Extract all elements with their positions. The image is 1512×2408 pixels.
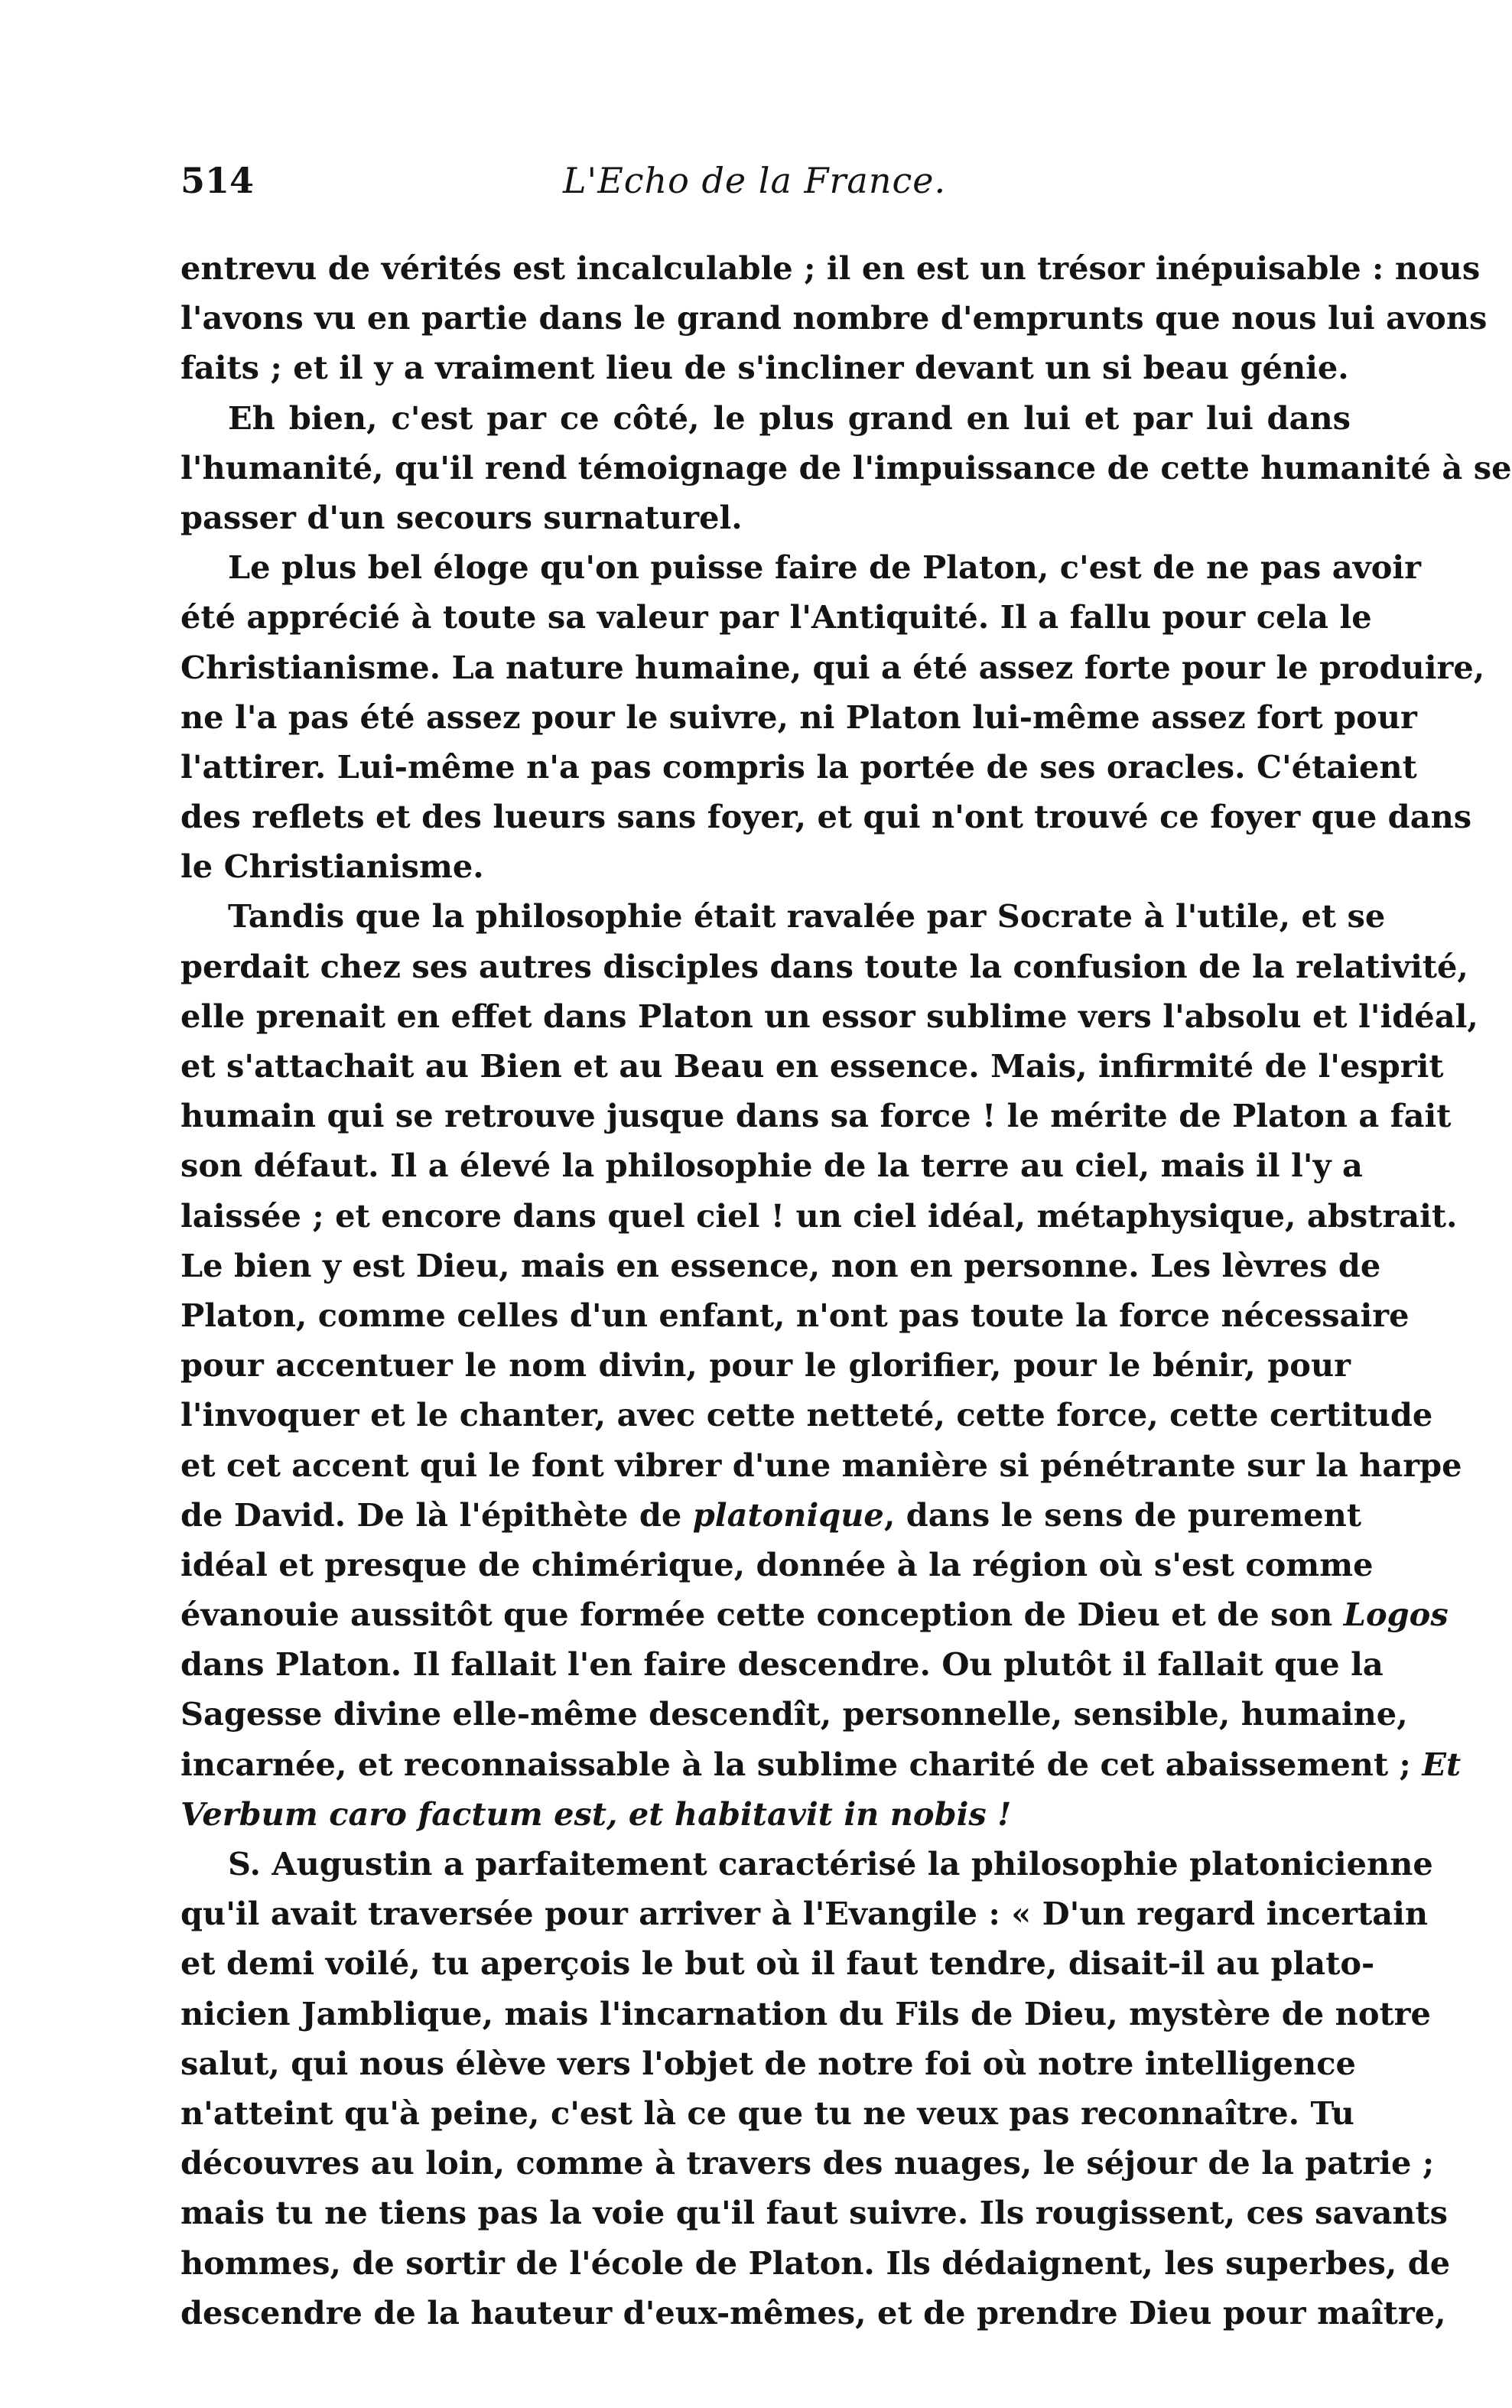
text-line: Le bien y est Dieu, mais en essence, non en personne. Les lèvres de — [180, 1246, 1381, 1284]
text-line: et s'attachait au Bien et au Beau en essence. Mais, infirmité de l'esprit — [180, 1047, 1444, 1085]
running-title: L'Echo de la France. — [563, 160, 947, 201]
text-line: salut, qui nous élève vers l'objet de notre foi où notre intelligence — [180, 2044, 1356, 2082]
body-text — [180, 243, 1512, 2338]
text-line: qu'il avait traversée pour arriver à l'Evangile : « D'un regard incertain — [180, 1895, 1429, 1933]
italic-word: platonique — [692, 1495, 884, 1534]
text-line: été apprécié à toute sa valeur par l'Antiquité. Il a fallu pour cela le — [180, 598, 1372, 636]
text-line: le Christianisme. — [180, 848, 484, 886]
text-line: perdait chez ses autres disciples dans toute la confusion de la relativité, — [180, 947, 1468, 985]
text-line: Eh bien, c'est par ce côté, le plus grand en lui et par lui dans — [228, 399, 1351, 437]
text-line: l'humanité, qu'il rend témoignage de l'impuissance de cette humanité à se — [180, 448, 1512, 486]
text-line: Le plus bel éloge qu'on puisse faire de Platon, c'est de ne pas avoir — [228, 548, 1422, 587]
text-line: Platon, comme celles d'un enfant, n'ont pas toute la force nécessaire — [180, 1296, 1410, 1334]
text-line: Sagesse divine elle-même descendît, personnelle, sensible, humaine, — [180, 1695, 1408, 1733]
text-line: ne l'a pas été assez pour le suivre, ni Platon lui-même assez fort pour — [180, 698, 1417, 736]
text-line: évanouie aussitôt que formée cette conception de Dieu et de son Logos — [180, 1596, 1449, 1634]
text-line: Tandis que la philosophie était ravalée par Socrate à l'utile, et se — [228, 897, 1386, 936]
text-line: passer d'un secours surnaturel. — [180, 498, 743, 536]
italic-quote: Verbum caro factum est, et habitavit in nobis ! — [180, 1795, 1012, 1833]
text-line: et cet accent qui le font vibrer d'une manière si pénétrante sur la harpe — [180, 1446, 1462, 1484]
text-line: et demi voilé, tu aperçois le but où il faut tendre, disait-il au plato- — [180, 1944, 1375, 1983]
text-line: son défaut. Il a élevé la philosophie de la terre au ciel, mais il l'y a — [180, 1147, 1363, 1185]
text-line: dans Platon. Il fallait l'en faire descendre. Ou plutôt il fallait que la — [180, 1645, 1384, 1684]
text-line: mais tu ne tiens pas la voie qu'il faut suivre. Ils rougissent, ces savants — [180, 2194, 1449, 2232]
text-line: découvres au loin, comme à travers des nuages, le séjour de la patrie ; — [180, 2144, 1435, 2182]
text-line: laissée ; et encore dans quel ciel ! un ciel idéal, métaphysique, abstrait. — [180, 1196, 1458, 1235]
text-line: elle prenait en effet dans Platon un essor sublime vers l'absolu et l'idéal, — [180, 997, 1478, 1035]
text-line: faits ; et il y a vraiment lieu de s'incliner devant un si beau génie. — [180, 349, 1349, 387]
text-line: Christianisme. La nature humaine, qui a été assez forte pour le produire, — [180, 648, 1485, 686]
text-line: n'atteint qu'à peine, c'est là ce que tu ne veux pas reconnaître. Tu — [180, 2094, 1354, 2132]
text-line: humain qui se retrouve jusque dans sa force ! le mérite de Platon a fait — [180, 1097, 1452, 1135]
page-number: 514 — [180, 160, 255, 201]
text-line: des reflets et des lueurs sans foyer, et qui n'ont trouvé ce foyer que dans — [180, 798, 1472, 836]
text-line: hommes, de sortir de l'école de Platon. Ils dédaignent, les superbes, de — [180, 2244, 1451, 2282]
text-line: l'invoquer et le chanter, avec cette netteté, cette force, cette certitude — [180, 1396, 1433, 1434]
text-line: incarnée, et reconnaissable à la sublime charité de cet abaissement ; Et — [180, 1745, 1462, 1783]
text-line: S. Augustin a parfaitement caractérisé la philosophie platonicienne — [228, 1845, 1433, 1882]
text-line: pour accentuer le nom divin, pour le glorifier, pour le bénir, pour — [180, 1346, 1351, 1385]
text-line: l'attirer. Lui-même n'a pas compris la portée de ses oracles. C'étaient — [180, 747, 1417, 786]
text-line: entrevu de vérités est incalculable ; il en est un trésor inépuisable : nous — [180, 249, 1481, 287]
italic-word: Et — [1422, 1745, 1462, 1783]
running-head — [180, 150, 1351, 211]
text-line: nicien Jamblique, mais l'incarnation du Fils de Dieu, mystère de notre — [180, 1994, 1431, 2032]
text-line: idéal et presque de chimérique, donnée à la région où s'est comme — [180, 1545, 1374, 1583]
text-line: l'avons vu en partie dans le grand nombre d'emprunts que nous lui avons — [180, 299, 1488, 337]
text-line — [180, 1789, 1351, 1839]
text-line: de David. De là l'épithète de platonique, dans le sens de purement — [180, 1495, 1361, 1534]
italic-word: Logos — [1343, 1596, 1449, 1634]
text-line: descendre de la hauteur d'eux-mêmes, et de prendre Dieu pour maître, — [180, 2293, 1446, 2332]
